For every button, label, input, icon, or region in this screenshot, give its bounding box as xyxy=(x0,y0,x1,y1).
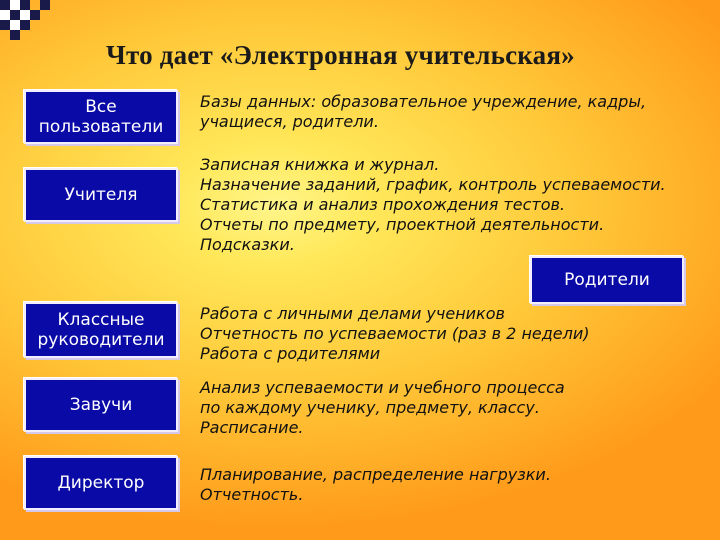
description-director: Планирование, распределение нагрузки. Отчетность. xyxy=(200,465,551,504)
role-class-teachers: Классные руководители xyxy=(24,302,178,358)
description-class-teachers: Работа с личными делами учеников Отчетность по успеваемости (раз в 2 недели) Работа с родителями xyxy=(200,304,590,363)
slide-title: Что дает «Электронная учительская» xyxy=(106,40,575,70)
role-head-teachers: Завучи xyxy=(24,378,178,432)
role-all-users: Все пользователи xyxy=(24,90,178,144)
role-teachers: Учителя xyxy=(24,168,178,222)
role-director: Директор xyxy=(24,456,178,510)
description-teachers: Записная книжка и журнал. Назначение заданий, график, контроль успеваемости. Статистика и анализ прохождения тестов. Отчеты по предмету, проектной деятельности. Подсказки. xyxy=(200,155,666,254)
role-parents: Родители xyxy=(530,256,684,304)
description-all-users: Базы данных: образовательное учреждение, кадры, учащиеся, родители. xyxy=(200,92,647,131)
description-head-teachers: Анализ успеваемости и учебного процесса по каждому ученику, предмету, классу. Расписание. xyxy=(200,378,565,437)
checker-corner-decoration xyxy=(0,0,60,50)
